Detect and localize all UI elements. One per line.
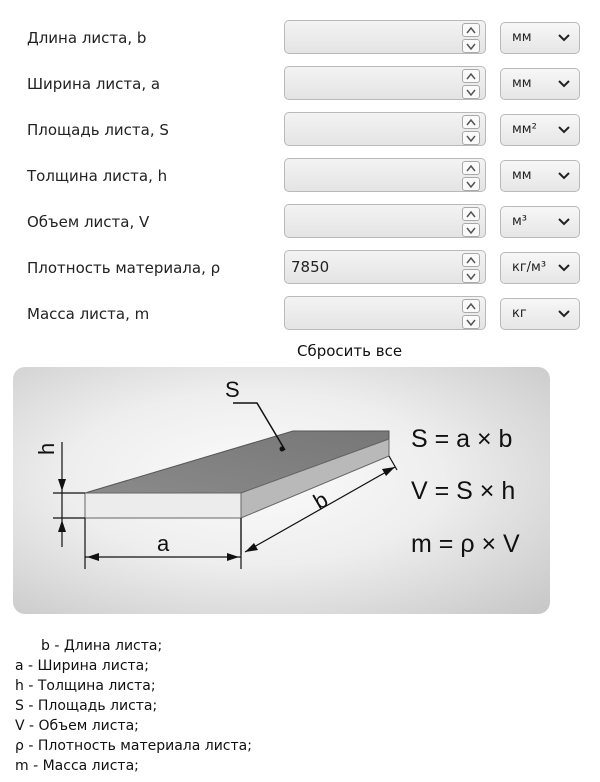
label-b: b xyxy=(309,486,333,515)
spin-up-icon[interactable] xyxy=(462,23,480,37)
length-label: Длина листа, b xyxy=(27,29,147,47)
volume-input-box xyxy=(284,204,486,238)
field-row-volume xyxy=(0,204,600,240)
legend-item-b: b - Длина листа; xyxy=(41,638,163,654)
sheet-diagram xyxy=(13,367,550,614)
thickness-spinner xyxy=(462,161,480,189)
volume-input[interactable] xyxy=(285,205,463,237)
legend-item-v: V - Объем листа; xyxy=(15,718,139,734)
chevron-down-icon xyxy=(558,33,570,42)
spin-down-icon[interactable] xyxy=(462,223,480,237)
density-input-box xyxy=(284,250,486,284)
density-label: Плотность материала, ρ xyxy=(27,259,221,277)
legend-item-m: m - Масса листа; xyxy=(15,758,139,774)
chevron-down-icon xyxy=(558,217,570,226)
sheet-front-face xyxy=(85,493,241,518)
spin-down-icon[interactable] xyxy=(462,85,480,99)
field-row-thickness xyxy=(0,158,600,194)
mass-unit-select[interactable] xyxy=(500,298,580,330)
formula-area: S = a × b xyxy=(411,425,513,453)
sheet-diagram-svg xyxy=(13,367,550,614)
mass-label: Масса листа, m xyxy=(27,305,150,323)
length-spinner xyxy=(462,23,480,51)
spin-up-icon[interactable] xyxy=(462,299,480,313)
reset-all-button[interactable]: Сбросить все xyxy=(297,342,403,360)
length-input[interactable] xyxy=(285,21,463,53)
chevron-down-icon xyxy=(558,309,570,318)
volume-unit-value: м³ xyxy=(512,214,528,229)
width-unit-value: мм xyxy=(512,76,532,91)
spin-up-icon[interactable] xyxy=(462,207,480,221)
area-label: Площадь листа, S xyxy=(27,121,169,139)
mass-spinner xyxy=(462,299,480,327)
width-input[interactable] xyxy=(285,67,463,99)
density-unit-select[interactable] xyxy=(500,252,580,284)
volume-unit-select[interactable] xyxy=(500,206,580,238)
chevron-down-icon xyxy=(558,263,570,272)
formula-mass: m = ρ × V xyxy=(411,530,520,558)
length-unit-select[interactable] xyxy=(500,22,580,54)
spin-down-icon[interactable] xyxy=(462,131,480,145)
thickness-input[interactable] xyxy=(285,159,463,191)
density-input[interactable] xyxy=(285,251,463,283)
spin-up-icon[interactable] xyxy=(462,161,480,175)
width-label: Ширина листа, a xyxy=(27,75,161,93)
spin-down-icon[interactable] xyxy=(462,315,480,329)
formula-volume: V = S × h xyxy=(411,477,516,505)
area-unit-select[interactable] xyxy=(500,114,580,146)
density-unit-value: кг/м³ xyxy=(512,260,547,275)
spin-down-icon[interactable] xyxy=(462,39,480,53)
density-spinner xyxy=(462,253,480,281)
length-unit-value: мм xyxy=(512,30,532,45)
spin-up-icon[interactable] xyxy=(462,115,480,129)
chevron-down-icon xyxy=(558,79,570,88)
legend-item-h: h - Толщина листа; xyxy=(15,678,156,694)
volume-spinner xyxy=(462,207,480,235)
area-spinner xyxy=(462,115,480,143)
width-unit-select[interactable] xyxy=(500,68,580,100)
legend-item-rho: ρ - Плотность материала листа; xyxy=(15,738,252,754)
thickness-unit-value: мм xyxy=(512,168,532,183)
label-h: h xyxy=(34,442,59,455)
width-spinner xyxy=(462,69,480,97)
field-row-width xyxy=(0,66,600,102)
legend xyxy=(15,636,252,776)
field-row-length xyxy=(0,20,600,56)
thickness-unit-select[interactable] xyxy=(500,160,580,192)
thickness-input-box xyxy=(284,158,486,192)
label-a: a xyxy=(157,531,170,556)
area-unit-value: мм² xyxy=(512,122,537,137)
area-input[interactable] xyxy=(285,113,463,145)
area-input-box xyxy=(284,112,486,146)
thickness-label: Толщина листа, h xyxy=(27,167,168,185)
spin-up-icon[interactable] xyxy=(462,69,480,83)
chevron-down-icon xyxy=(558,171,570,180)
chevron-down-icon xyxy=(558,125,570,134)
legend-item-a: a - Ширина листа; xyxy=(15,658,149,674)
field-row-area xyxy=(0,112,600,148)
volume-label: Объем листа, V xyxy=(27,213,150,231)
mass-input[interactable] xyxy=(285,297,463,329)
width-input-box xyxy=(284,66,486,100)
field-row-mass xyxy=(0,296,600,332)
spin-down-icon[interactable] xyxy=(462,177,480,191)
mass-unit-value: кг xyxy=(512,306,527,321)
length-input-box xyxy=(284,20,486,54)
spin-up-icon[interactable] xyxy=(462,253,480,267)
mass-input-box xyxy=(284,296,486,330)
spin-down-icon[interactable] xyxy=(462,269,480,283)
label-s: S xyxy=(225,377,240,402)
legend-item-s: S - Площадь листа; xyxy=(15,698,158,714)
field-row-density xyxy=(0,250,600,286)
